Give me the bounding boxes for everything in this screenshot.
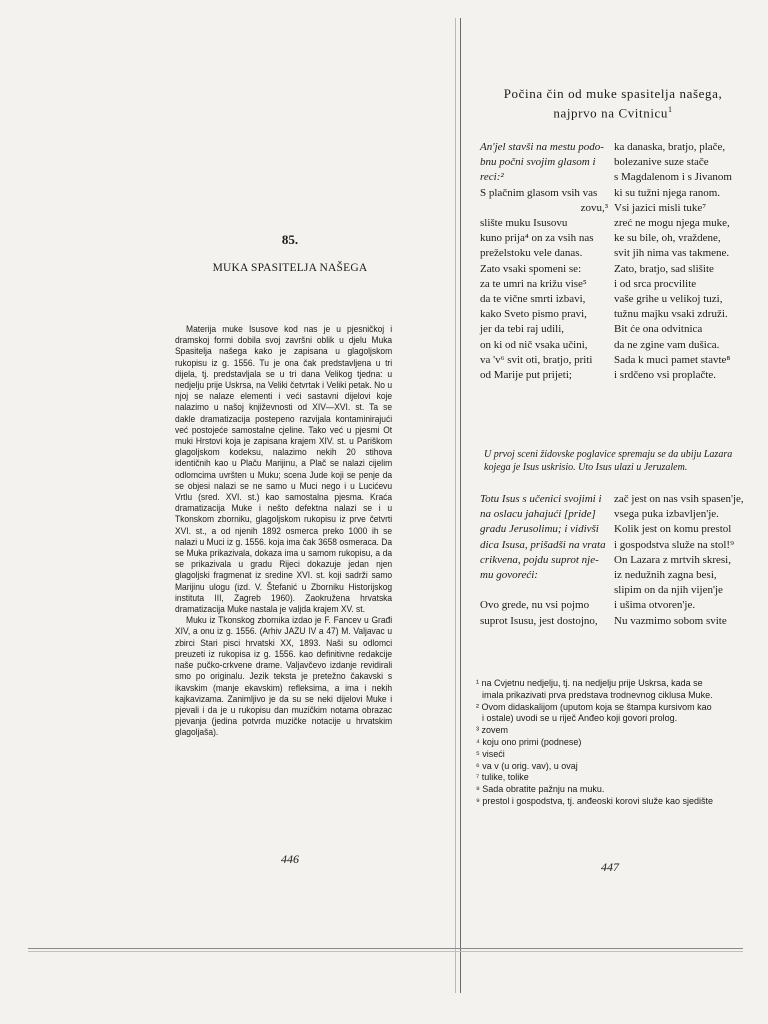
verse-line: Kolik jest on komu prestol <box>614 523 732 536</box>
verse-line: i ušima otvoren'je. <box>614 599 696 612</box>
verse-line: od Marije put prijeti; <box>480 369 572 382</box>
verse-column-d <box>614 492 750 629</box>
footnote-line: ³ zovem <box>476 725 509 736</box>
verse-column-b <box>614 140 750 383</box>
verse-line: vaše grihe u velikoj tuzi, <box>614 293 723 306</box>
verse-line: on ki od nič vsaka učini, <box>480 338 588 351</box>
play-title-line-2: najprvo na Cvitnicu <box>553 105 669 121</box>
page-bottom-edge-shadow <box>28 951 743 952</box>
verse-line: kako Sveto pismo pravi, <box>480 308 587 321</box>
verse-line: An'jel stavši na mestu podo- <box>480 141 604 153</box>
verse-line: Zato vsaki spomeni se: <box>480 262 582 275</box>
verse-line: svit jih nima vas takmene. <box>614 247 730 260</box>
verse-line: i gospodstva služe na stol!⁹ <box>614 538 734 551</box>
section-number: 85. <box>281 232 299 247</box>
verse-line: va 'v⁶ svit oti, bratjo, priti <box>480 353 593 366</box>
footnote-line: ⁴ koju ono primi (podnese) <box>476 736 582 747</box>
stage-direction: U prvoj sceni židovske poglavice spremaju se da ubiju Lazara kojega je Isus uskrisio. Uto Isus ulazi u Jeruzalem. <box>484 449 733 473</box>
footnote-line: ⁶ va v (u orig. vav), u ovaj <box>476 760 578 771</box>
footnote-line: imala prikazivati prva predstava trodnevnog ciklusa Muke. <box>482 689 713 700</box>
verse-line: zreć ne mogu njega muke, <box>614 217 730 230</box>
verse-line: Sada k muci pamet stavte⁸ <box>614 353 731 366</box>
verse-line: ki su tužni njega ranom. <box>614 186 721 199</box>
verse-line: Nu vazmimo sobom svite <box>614 614 727 627</box>
footnote-line: ⁸ Sada obratite pažnju na muku. <box>476 784 605 795</box>
verse-line: dica Isusa, prišadši na vrata <box>480 538 606 551</box>
verse-line: da te vične smrti izbavi, <box>480 293 586 306</box>
verse-column-a <box>480 140 608 383</box>
page-number-right: 447 <box>601 860 619 874</box>
verse-line: zač jest on nas vsih spasen'je, <box>614 493 744 505</box>
footnote-line: i ostale) uvodi se u riječ Anđeo koji govori prolog. <box>482 713 678 724</box>
page-number-left: 446 <box>281 852 299 866</box>
intro-paragraph-1: Materija muke Isusove kod nas je u pjesničkoj i dramskoj formi dobila svoj završni oblik u djelu Muka Spasitelja našega kako je zapisana u glagoljskom rukopisu iz g. 1556. Tu je ona čak predstavljena u tri dijela, tj. predstavljala se u tri dana Velikog tjedna: u nedjelju prije Uskrsa, na Veliki četvrtak i Veliki petak. No u njoj se nalaze elementi i veći sastavni dijelovi koje nalazimo u našoj književnosti od XIV—XVI. st. Ta se dakle dramatizacija postepeno razvijala kontaminirajući već postojeće samostalne cjeline. Tako već u pjesmi Ot muki Hrstovi koja je zapisana krajem XIV. st. u Pariškom glagoljskom kodeksu, nalazimo nekih 20 stihova identičnih kao u Plaču Marijinu, a Plač se nalazi cijelim odlomcima uvršten u Muku; scena Jude koji se penje da se objesi nalazi se ne samo u Muci nego i u Lucićevu Vrtlu (sred. XVI. st.) kao samostalna pjesma. Kraća dramatizacija Muke i nešto defektna nalazi se i u Tkonskom zborniku, glagoljskom rukopisu iz prve četvrti XVI. st., a od njenih 1892 osmerca preko 1000 ih se nalazi u Muci iz g. 1556. koja ima čak 3658 osmeraca. Da se Muka prikazivala, dokaza ima u samom rukopisu, a da se prikazivala u gradu Rijeci dokazuje jedan njen glagoljski fragmenat iz sredine XVI. st. koji sadrži samo Marijinu ulogu (izd. V. Štefanić u Zborniku Historijskog instituta III, Zagreb 1960). Zaokružena hrvatska dramatizacija Muke nastala je valjda krajem XV. st. <box>175 324 393 615</box>
verse-line: crikvena, pojdu suprot nje- <box>480 553 599 566</box>
footnote-line: ⁵ viseći <box>476 748 505 759</box>
verse-line: i od srca procvilite <box>614 277 697 290</box>
verse-line: Zato, bratjo, sad slišite <box>614 262 714 275</box>
footnote-line: ¹ na Cvjetnu nedjelju, tj. na nedjelju prije Uskrsa, kada se <box>476 678 703 688</box>
play-title-footnote-mark: 1 <box>668 105 673 114</box>
verse-line: jer da tebi raj udili, <box>480 323 564 336</box>
footnotes <box>476 678 746 808</box>
footnote-line: ⁹ prestol i gospodstva, tj. anđeoski korovi služe kao sjedište <box>476 795 713 806</box>
page-bottom-edge <box>28 948 743 949</box>
book-gutter-shadow <box>455 18 456 993</box>
verse-line: S plačnim glasom vsih vas <box>480 186 598 199</box>
verse-line <box>480 583 608 598</box>
verse-line: Ovo grede, nu vsi pojmo <box>480 599 590 612</box>
book-gutter <box>460 18 461 993</box>
footnote-line: ² Ovom didaskalijom (uputom koja se štampa kursivom kao <box>476 701 712 712</box>
verse-line: slište muku Isusovu <box>480 217 568 230</box>
footnote-line: ⁷ tulike, tolike <box>476 772 529 783</box>
verse-line: Totu Isus s učenici svojimi i <box>480 493 602 505</box>
verse-line: tužnu majku vsaki združi. <box>614 308 728 321</box>
verse-line: gradu Jerusolimu; i vidivši <box>480 523 599 536</box>
verse-line: ke su bile, oh, vraždene, <box>614 232 721 245</box>
verse-line: Vsi jazici misli tuke⁷ <box>614 201 707 214</box>
verse-line: preželstoku vele danas. <box>480 247 583 260</box>
verse-line: za te umri na križu vise⁵ <box>480 277 587 290</box>
play-title-line-1: Počina čin od muke spasitelja našega, <box>503 86 723 101</box>
section-title: MUKA SPASITELJA NAŠEGA <box>212 262 368 274</box>
verse-line: iz nedužnih zagna besi, <box>614 569 717 582</box>
play-title <box>468 86 758 121</box>
verse-line: reci:² <box>480 171 504 184</box>
verse-line: suprot Isusu, jest dostojno, <box>480 614 598 627</box>
verse-line: On Lazara z mrtvih skresi, <box>614 553 731 566</box>
verse-line: vsega puka izbavljen'je. <box>614 508 719 521</box>
intro-paragraph-2: Muku iz Tkonskog zbornika izdao je F. Fancev u Građi XIV, a onu iz g. 1556. (Arhiv JAZU IV a 47) M. Valjavac u zbirci Stari pisci hrvatski XX, 1893. Naši su odlomci preuzeti iz rukopisa iz g. 1556. kao definitivne redakcije naše pučko-crkvene drame. Valjavčevo izdanje revidirali smo po originalu. Jezik teksta je pretežno čakavski s ikavskim (manje ekavskim) refleksima, a ima i nekih kajkavizama. Zanimljivo je da su se neki dijelovi Muke i pjevali i da je u rukopisu dan muzičkim notama obrazac pjevanja (jedina potvrda muzičke notacije u hrvatskim glagoljaša). <box>175 615 393 738</box>
verse-line: slipim on da njih vijen'je <box>614 584 723 597</box>
verse-line: ka danaska, bratjo, plače, <box>614 141 726 153</box>
verse-line: kuno prija⁴ on za vsih nas <box>480 232 594 245</box>
verse-line: bolezanive suze stače <box>614 156 709 169</box>
verse-line: Bit će ona odvitnica <box>614 323 703 336</box>
verse-line: bnu počni svojim glasom i <box>480 156 596 169</box>
verse-line: mu govoreći: <box>480 569 538 582</box>
introduction-text <box>175 324 392 739</box>
verse-line: i srdčeno vsi proplačte. <box>614 369 717 382</box>
verse-column-c <box>480 492 608 629</box>
verse-line: da ne zgine vam dušica. <box>614 338 720 351</box>
verse-line: zovu,³ <box>580 201 608 214</box>
verse-line: s Magdalenom i s Jivanom <box>614 171 732 184</box>
verse-line: na oslacu jahajući [pride] <box>480 508 596 521</box>
